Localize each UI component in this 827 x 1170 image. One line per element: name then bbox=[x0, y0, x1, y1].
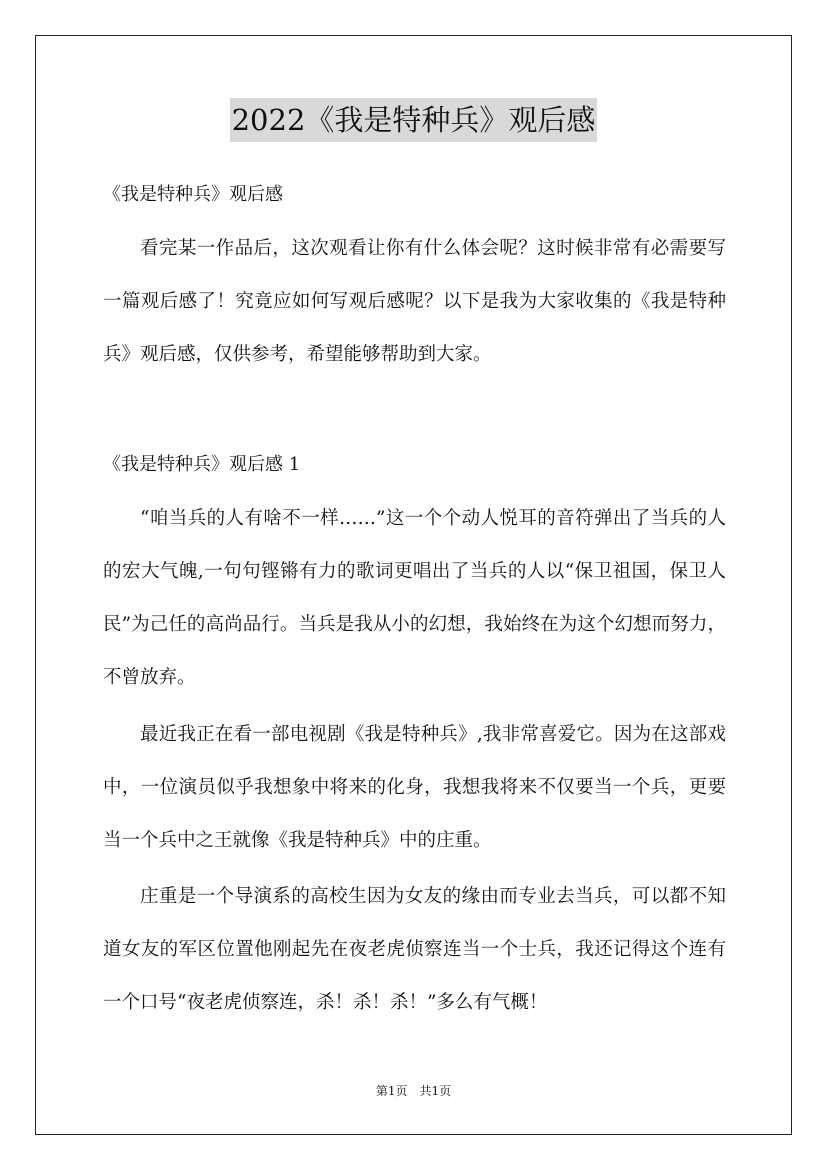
intro-paragraph: 看完某一作品后，这次观看让你有什么体会呢？这时候非常有必需要写一篇观后感了！究竟应如何写观后感呢？以下是我为大家收集的《我是特种兵》观后感，仅供参考，希望能够帮助到大家。 bbox=[103, 238, 726, 365]
body-paragraph-1: “咱当兵的人有啥不一样……”这一个个动人悦耳的音符弹出了当兵的人的宏大气魄,一句句铿锵有力的歌词更唱出了当兵的人以“保卫祖国，保卫人民”为己任的高尚品行。当兵是我从小的幻想，我始终在为这个幻想而努力，不曾放弃。 bbox=[103, 508, 726, 688]
page-footer: 第1页 共1页 bbox=[375, 1084, 452, 1098]
title-wrap bbox=[0, 98, 827, 142]
body-paragraph-2: 最近我正在看一部电视剧《我是特种兵》,我非常喜爱它。因为在这部戏中，一位演员似乎我想象中将来的化身，我想我将来不仅要当一个兵，更要当一个兵中之王就像《我是特种兵》中的庄重。 bbox=[103, 724, 726, 851]
body-paragraph-3: 庄重是一个导演系的高校生因为女友的缘由而专业去当兵，可以都不知道女友的军区位置他刚起先在夜老虎侦察连当一个士兵，我还记得这个连有一个口号“夜老虎侦察连，杀！杀！杀！”多么有气概！ bbox=[103, 886, 726, 1013]
section-heading: 《我是特种兵》观后感 1 bbox=[103, 454, 301, 475]
document-subtitle: 《我是特种兵》观后感 bbox=[103, 184, 283, 205]
document-title: 2022《我是特种兵》观后感 bbox=[230, 98, 598, 142]
